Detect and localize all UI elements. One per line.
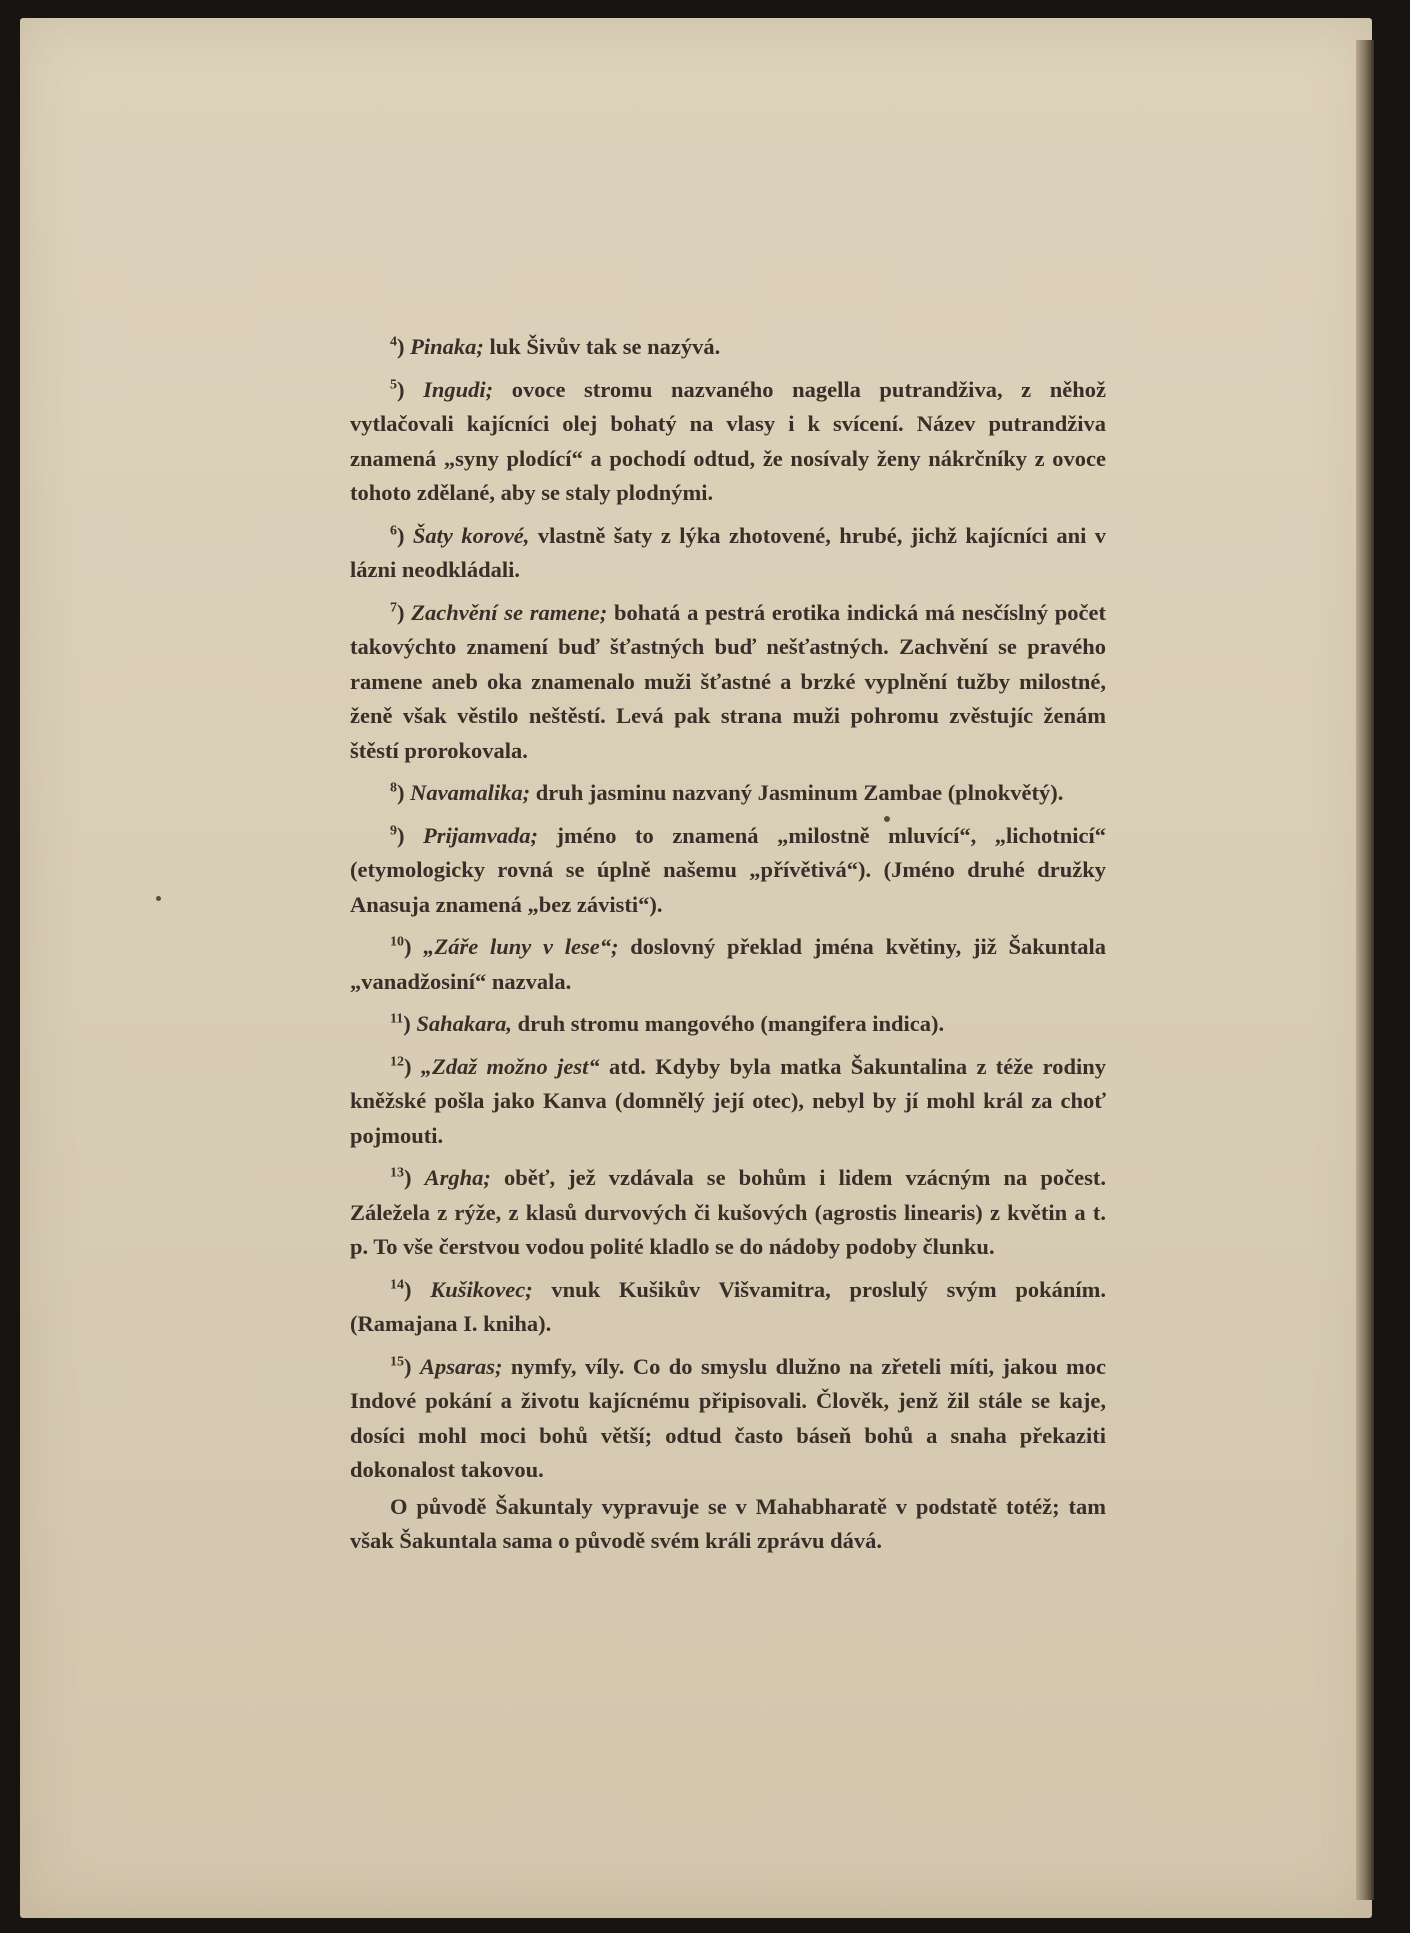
note-number: 6 — [390, 523, 397, 538]
endnote: $^{12}$) „Zdaž možno jest“ atd. Kdyby byla matka Šakuntalina z téže rodiny kněžské pošla jako Kanva (domnělý její otec), nebyl by jí mohl král za choť pojmouti. — [350, 1053, 1106, 1148]
endnote: $^6$) Šaty korové, vlastně šaty z lýka zhotovené, hrubé, jichž kajícníci ani v lázni neodkládali. — [350, 522, 1106, 582]
endnote: $^{11}$) Sahakara, druh stromu mangového (mangifera indica). — [390, 1011, 945, 1036]
note-number: 14 — [390, 1277, 404, 1292]
note-text: ovoce stromu nazvaného nagella putrandživa, z něhož vytlačovali kajícníci olej bohatý na vlasy i k svícení. Název putrandživa znamená „syny plodící“ a pochodí odtud, že nosívaly ženy nákrčníky z ovoce tohoto zdělané, aby se staly plodnými. — [350, 376, 1106, 505]
note-term: Prijamvada; — [423, 822, 539, 848]
endnote: $^4$) Pinaka; luk Šivův tak se nazývá. — [390, 334, 721, 359]
endnote: $^7$) Zachvění se ramene; bohatá a pestrá erotika indická má nesčíslný počet takovýchto znamení buď šťastných buď nešťastných. Zachvění se pravého ramene aneb oka znamenalo muži šťastné a brzké vyplnění tužby milostné, ženě však věstilo neštěstí. Levá pak strana muži pohromu zvěstujíc ženám štěstí prorokovala. — [350, 599, 1106, 763]
endnote: $^8$) Navamalika; druh jasminu nazvaný Jasminum Zambae (plnokvětý). — [390, 780, 1064, 805]
note-text: druh jasminu nazvaný Jasminum Zambae (plnokvětý). — [530, 780, 1064, 805]
note-text: atd. Kdyby byla matka Šakuntalina z téže rodiny kněžské pošla jako Kanva (domnělý její otec), nebyl by jí mohl král za choť pojmouti. — [350, 1053, 1106, 1148]
note-text: vnuk Kušikův Višvamitra, proslulý svým pokáním. (Ramajana I. kniha). — [350, 1276, 1106, 1336]
note-text: druh stromu mangového (mangifera indica). — [512, 1011, 945, 1036]
note-text: doslovný překlad jména květiny, již Šakuntala „vanadžosiní“ nazvala. — [350, 934, 1106, 994]
endnote: $^{14}$) Kušikovec; vnuk Kušikův Višvamitra, proslulý svým pokáním. (Ramajana I. kniha). — [350, 1276, 1106, 1336]
note-number: 10 — [390, 934, 404, 950]
note-number: 11 — [390, 1011, 404, 1027]
note-term: „Zdaž možno jest“ — [420, 1053, 600, 1079]
note-term: Navamalika; — [410, 780, 531, 805]
note-term: Šaty korové, — [412, 522, 530, 548]
note-number: 13 — [390, 1165, 404, 1181]
note-text: oběť, jež vzdávala se bohům i lidem vzácným na počest. Záležela z rýže, z klasů durvových či kušových (agrostis linearis) z květin a t. p. To vše čerstvou vodou polité kladlo se do nádoby podoby člunku. — [350, 1165, 1106, 1259]
note-text: vlastně šaty z lýka zhotovené, hrubé, jichž kajícníci ani v lázni neodkládali. — [350, 522, 1106, 582]
note-number: 7 — [390, 600, 397, 615]
note-number: 8 — [390, 780, 397, 796]
endnote: $^{10}$) „Záře luny v lese“; doslovný překlad jména květiny, již Šakuntala „vanadžosiní“ nazvala. — [350, 934, 1106, 994]
note-text: nymfy, víly. Co do smyslu dlužno na zřeteli míti, jakou moc Indové pokání a životu kajícnému připisovali. Člověk, jenž žil stále se kaje, dosíci mohl moci bohů větší; odtud často báseň bohů a snaha překaziti dokonalost takovou. — [350, 1353, 1106, 1482]
book-spine-edge — [1356, 40, 1374, 1900]
note-number: 12 — [390, 1054, 404, 1069]
note-term: Ingudi; — [423, 376, 494, 402]
endnotes — [350, 330, 1106, 1559]
note-text: luk Šivův tak se nazývá. — [483, 334, 721, 359]
ink-speck — [156, 896, 161, 901]
note-term: Pinaka; — [410, 334, 484, 359]
note-term: Apsaras; — [419, 1353, 503, 1379]
endnote: $^{13}$) Argha; oběť, jež vzdávala se bohům i lidem vzácným na počest. Záležela z rýže, z klasů durvových či kušových (agrostis linearis) z květin a t. p. To vše čerstvou vodou polité kladlo se do nádoby podoby člunku. — [350, 1165, 1106, 1259]
note-term: Argha; — [424, 1165, 491, 1190]
ink-speck — [884, 816, 890, 822]
note-text: jméno to znamená „milostně mluvící“, „lichotnicí“ (etymologicky rovná se úplně našemu „přívětivá“). (Jméno druhé družky Anasuja znamená „bez závisti“). — [350, 822, 1106, 917]
endnote: $^{15}$) Apsaras; nymfy, víly. Co do smyslu dlužno na zřeteli míti, jakou moc Indové pokání a životu kajícnému připisovali. Člověk, jenž žil stále se kaje, dosíci mohl moci bohů větší; odtud často báseň bohů a snaha překaziti dokonalost takovou. — [350, 1353, 1106, 1482]
note-number: 9 — [390, 823, 397, 838]
closing-paragraph: O původě Šakuntaly vypravuje se v Mahabharatě v podstatě totéž; tam však Šakuntala sama o původě svém králi zprávu dává. — [350, 1493, 1106, 1553]
endnote: $^9$) Prijamvada; jméno to znamená „milostně mluvící“, „lichotnicí“ (etymologicky rovná se úplně našemu „přívětivá“). (Jméno druhé družky Anasuja znamená „bez závisti“). — [350, 822, 1106, 917]
note-term: Zachvění se ramene; — [411, 599, 608, 625]
note-term: Kušikovec; — [430, 1276, 533, 1302]
note-text: bohatá a pestrá erotika indická má nesčíslný počet takovýchto znamení buď šťastných buď nešťastných. Zachvění se pravého ramene aneb oka znamenalo muži šťastné a brzké vyplnění tužby milostné, ženě však věstilo neštěstí. Levá pak strana muži pohromu zvěstujíc ženám štěstí prorokovala. — [350, 599, 1106, 763]
note-term: „Záře luny v lese“; — [423, 934, 619, 959]
note-number: 15 — [390, 1354, 404, 1369]
note-term: Sahakara, — [416, 1011, 513, 1036]
endnote: $^5$) Ingudi; ovoce stromu nazvaného nagella putrandživa, z něhož vytlačovali kajícníci olej bohatý na vlasy i k svícení. Název putrandživa znamená „syny plodící“ a pochodí odtud, že nosívaly ženy nákrčníky z ovoce tohoto zdělané, aby se staly plodnými. — [350, 376, 1106, 505]
book-page — [20, 18, 1372, 1918]
note-number: 4 — [390, 334, 397, 350]
note-number: 5 — [390, 377, 397, 392]
